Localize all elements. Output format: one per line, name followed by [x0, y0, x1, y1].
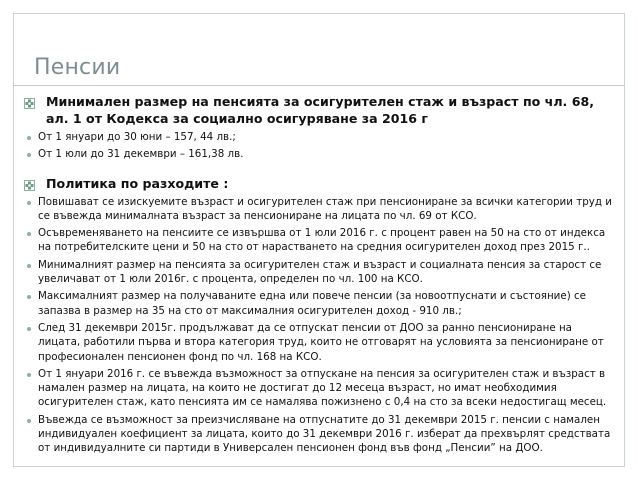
list-item	[24, 258, 616, 287]
section-spacer	[24, 165, 616, 175]
slide-content	[24, 93, 616, 459]
section-bullet-list	[24, 130, 616, 162]
bullet-dot-icon	[27, 264, 31, 268]
list-item-text: Осъвременяването на пенсиите се извършва от 1 юли 2016 г. с процент равен на 50 на сто от индекса на потребителските цени и 50 на сто от нарастването на средния осигурителен доход през 2015 г..	[38, 227, 606, 254]
bullet-dot-icon	[27, 419, 31, 423]
bullet-dot-icon	[27, 232, 31, 236]
list-item-text: Повишават се изискуемите възраст и осигурителен стаж при пенсиониране за всички категории труд и се въвежда минималната възраст за пенсиониране на лицата по чл. 69 от КСО.	[38, 195, 612, 222]
bullet-dot-icon	[27, 153, 31, 157]
list-item	[24, 289, 616, 318]
section-bullet-list	[24, 195, 616, 456]
list-item-text: От 1 юли до 31 декември – 161,38 лв.	[38, 148, 244, 161]
list-item	[24, 226, 616, 255]
gear-icon	[24, 96, 35, 107]
title-divider	[13, 85, 625, 86]
list-item-text: От 1 януари 2016 г. се въвежда възможност за отпускане на пенсия за осигурителен стаж и възраст в намален размер на лицата, на които не достигат до 12 месеца възраст, но имат необходимия осигурителен стаж, като пенсията им се намалява пожизнено с 0,4 на сто за всеки недостигащ месец.	[38, 367, 607, 409]
list-item	[24, 367, 616, 410]
list-item	[24, 147, 616, 161]
list-item-text: След 31 декември 2015г. продължават да се отпускат пенсии от ДОО за ранно пенсиониране на лицата, работили първа и втора категория труд, които не отговарят на условията за пенсиониране от професионален пенсионен фонд по чл. 168 на КСО.	[38, 321, 604, 363]
list-item	[24, 130, 616, 144]
page-title: Пенсии	[34, 55, 121, 80]
bullet-dot-icon	[27, 295, 31, 299]
bullet-dot-icon	[27, 327, 31, 331]
list-item	[24, 413, 616, 456]
gear-icon	[24, 178, 35, 189]
section-heading-minimum-pension	[24, 93, 616, 127]
section-heading-text: Политика по разходите :	[46, 175, 229, 191]
bullet-dot-icon	[27, 136, 31, 140]
list-item-text: От 1 януари до 30 юни – 157, 44 лв.;	[38, 131, 236, 143]
section-heading-expenditure-policy	[24, 175, 616, 192]
section-heading-text: Минимален размер на пенсията за осигурителен стаж и възраст по чл. 68, ал. 1 от Кодекса за социално осигуряване за 2016 г	[46, 94, 595, 126]
list-item-text: Минималният размер на пенсията за осигурителен стаж и възраст и социалната пенсия за старост се увеличават от 1 юли 2016г. с процента, определен по чл. 100 на КСО.	[38, 258, 602, 286]
list-item	[24, 195, 616, 224]
bullet-dot-icon	[27, 201, 31, 205]
bullet-dot-icon	[27, 373, 31, 377]
list-item-text: Въвежда се възможност за преизчисляване на отпуснатите до 31 декември 2015 г. пенсии с намален индивидуален коефициент за лицата, които до 31 декември 2016 г. изберат да прехвърлят средствата от индивидуалните си партиди в Универсален пенсионен фонд във фонд „Пенсии” на ДОО.	[38, 413, 611, 455]
list-item-text: Максималният размер на получаваните една или повече пенсии (за новоотпуснати и състояние) се запазва в размер на 35 на сто от максималния осигурителен доход - 910 лв.;	[38, 290, 586, 317]
list-item	[24, 321, 616, 364]
